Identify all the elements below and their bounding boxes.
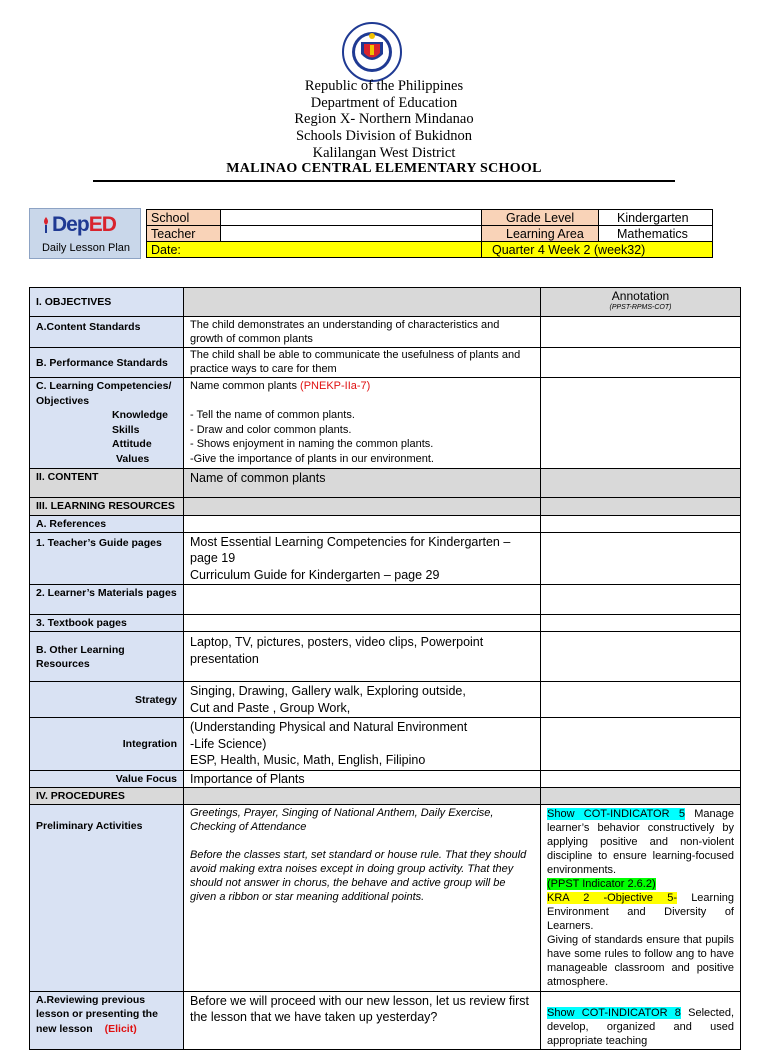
deped-dlp-logo bbox=[29, 208, 141, 259]
grade-level-value: Kindergarten bbox=[599, 210, 713, 226]
annotation-cell bbox=[541, 615, 741, 632]
header-department: Department of Education bbox=[310, 95, 458, 111]
lesson-plan-table bbox=[29, 287, 741, 1050]
annotation-cell bbox=[541, 532, 741, 585]
performance-standards-label: B. Performance Standards bbox=[30, 348, 184, 378]
other-resources-text: Laptop, TV, pictures, posters, video clips, Powerpoint presentation bbox=[184, 632, 541, 682]
annotation-cell bbox=[541, 317, 741, 348]
competencies-label bbox=[30, 378, 184, 469]
skills-label: Skills bbox=[112, 423, 140, 436]
review-text: Before we will proceed with our new lesson, let us review first the lesson that we have taken up yesterday? bbox=[184, 991, 541, 1049]
quarter-week: Quarter 4 Week 2 (week32) bbox=[482, 242, 713, 258]
teachers-guide-label: 1. Teacher’s Guide pages bbox=[30, 532, 184, 585]
content-standards-text: The child demonstrates an understanding of characteristics and growth of common plants bbox=[184, 317, 541, 348]
content-standards-label: A.Content Standards bbox=[30, 317, 184, 348]
integration-line-3: ESP, Health, Music, Math, English, Filipino bbox=[190, 753, 426, 768]
review-annotation: Show COT-INDICATOR 8 Selected, develop, organized and used appropriate teaching bbox=[541, 991, 741, 1049]
learning-area-value: Mathematics bbox=[599, 226, 713, 242]
cot-indicator-5: Show COT-INDICATOR 5 Manage learner’s behavior constructively by applying positive and non-violent discipline to ensure learning-focused environments. bbox=[547, 807, 735, 876]
blank-cell bbox=[184, 515, 541, 532]
preliminary-annotation bbox=[541, 804, 741, 991]
learners-materials-label: 2. Learner’s Materials pages bbox=[30, 585, 184, 615]
logo-ed-text: ED bbox=[88, 213, 116, 236]
value-focus-text: Importance of Plants bbox=[184, 770, 541, 787]
knowledge-label: Knowledge bbox=[112, 409, 169, 421]
deped-seal-icon bbox=[334, 22, 410, 82]
knowledge-text: - Tell the name of common plants. bbox=[190, 408, 355, 421]
content-text: Name of common plants bbox=[184, 468, 541, 497]
school-value bbox=[221, 210, 482, 226]
skills-text: - Draw and color common plants. bbox=[190, 423, 352, 436]
procedures-heading: IV. PROCEDURES bbox=[30, 787, 184, 804]
annotation-cell bbox=[541, 468, 741, 497]
content-label: II. CONTENT bbox=[30, 468, 184, 497]
teachers-guide-text bbox=[184, 532, 541, 585]
annotation-title: Annotation bbox=[611, 289, 670, 303]
preliminary-routine: Greetings, Prayer, Singing of National Anthem, Daily Exercise, Checking of Attendance bbox=[190, 806, 494, 833]
teachers-guide-ref-2: Curriculum Guide for Kindergarten – page 29 bbox=[190, 567, 440, 582]
teacher-label: Teacher bbox=[147, 226, 221, 242]
preliminary-activities-text bbox=[184, 804, 541, 991]
references-label: A. References bbox=[30, 515, 184, 532]
review-label: A.Reviewing previous lesson or presenting the new lesson (Elicit) bbox=[30, 991, 184, 1049]
preliminary-activities-label: Preliminary Activities bbox=[30, 804, 184, 991]
competencies-text bbox=[184, 378, 541, 469]
standards-note: Giving of standards ensure that pupils have some rules to follow ang to have manageable classroom and positive atmosphere. bbox=[547, 933, 734, 988]
blank-cell bbox=[184, 585, 541, 615]
ppst-indicator-highlight: (PPST Indicator 2.6.2) bbox=[547, 877, 656, 890]
textbook-label: 3. Textbook pages bbox=[30, 615, 184, 632]
attitude-text: - Shows enjoyment in naming the common plants. bbox=[190, 438, 434, 451]
strategy-label: Strategy bbox=[30, 682, 184, 718]
values-label: Values bbox=[116, 452, 150, 465]
other-resources-label: B. Other Learning Resources bbox=[30, 632, 184, 682]
blank-cell bbox=[184, 497, 541, 515]
annotation-cell bbox=[541, 632, 741, 682]
values-text: -Give the importance of plants in our environment. bbox=[190, 453, 434, 466]
annotation-cell bbox=[541, 682, 741, 718]
strategy-text bbox=[184, 682, 541, 718]
preliminary-house-rules: Before the classes start, set standard or house rule. That they should avoid making extra noises except in doing group activity. That they should not answer in chorus, the behave and active group will be given a ribbon or star meaning additional points. bbox=[190, 848, 527, 903]
competency-code: (PNEKP-IIa-7) bbox=[300, 380, 371, 392]
cot-indicator-8-highlight: Show COT-INDICATOR 8 bbox=[547, 1006, 681, 1019]
annotation-cell bbox=[541, 348, 741, 378]
learning-area-label: Learning Area bbox=[482, 226, 599, 242]
annotation-cell bbox=[541, 515, 741, 532]
annotation-subtitle: (PPST-RPMS-COT) bbox=[609, 304, 672, 311]
kra-objective: KRA 2 -Objective 5- Learning Environment and Diversity of Learners. bbox=[547, 891, 735, 932]
objectives-heading: I. OBJECTIVES bbox=[30, 288, 184, 317]
annotation-cell bbox=[541, 770, 741, 787]
strategy-line-1: Singing, Drawing, Gallery walk, Exploring outside, bbox=[190, 684, 466, 699]
annotation-heading bbox=[541, 288, 741, 317]
school-name: MALINAO CENTRAL ELEMENTARY SCHOOL bbox=[226, 161, 542, 176]
competencies-heading: C. Learning Competencies/ Objectives bbox=[36, 380, 172, 407]
integration-line-2: -Life Science) bbox=[190, 736, 267, 751]
annotation-cell bbox=[541, 585, 741, 615]
logo-caption: Daily Lesson Plan bbox=[41, 242, 131, 254]
elicit-tag: (Elicit) bbox=[104, 1022, 137, 1035]
learning-resources-heading: III. LEARNING RESOURCES bbox=[30, 497, 184, 515]
annotation-cell bbox=[541, 378, 741, 469]
header-republic: Republic of the Philippines bbox=[304, 78, 464, 94]
integration-text bbox=[184, 718, 541, 771]
teacher-value bbox=[221, 226, 482, 242]
grade-level-label: Grade Level bbox=[482, 210, 599, 226]
school-label: School bbox=[147, 210, 221, 226]
date-label: Date: bbox=[147, 242, 482, 258]
blank-cell bbox=[184, 787, 541, 804]
cot-indicator-5-highlight: Show COT-INDICATOR 5 bbox=[547, 807, 685, 820]
annotation-cell bbox=[541, 718, 741, 771]
blank-cell bbox=[184, 615, 541, 632]
logo-dep-text: Dep bbox=[52, 213, 89, 236]
torch-icon bbox=[42, 217, 50, 233]
performance-standards-text: The child shall be able to communicate the usefulness of plants and practice ways to care for them bbox=[184, 348, 541, 378]
strategy-line-2: Cut and Paste , Group Work, bbox=[190, 700, 351, 715]
header-district: Kalilangan West District bbox=[312, 145, 456, 161]
value-focus-label: Value Focus bbox=[30, 770, 184, 787]
header-divider bbox=[93, 180, 675, 182]
kra-highlight: KRA 2 -Objective 5- bbox=[547, 891, 677, 904]
objectives-blank bbox=[184, 288, 541, 317]
header-region: Region X- Northern Mindanao bbox=[294, 111, 474, 127]
header-division: Schools Division of Bukidnon bbox=[295, 128, 473, 144]
annotation-cell bbox=[541, 787, 741, 804]
teachers-guide-ref-1: Most Essential Learning Competencies for Kindergarten – page 19 bbox=[190, 534, 511, 566]
annotation-cell bbox=[541, 497, 741, 515]
attitude-label: Attitude bbox=[112, 438, 152, 450]
integration-line-1: (Understanding Physical and Natural Environment bbox=[190, 720, 468, 735]
competency-main: Name common plants (PNEKP-IIa-7) bbox=[190, 380, 371, 392]
info-table bbox=[146, 209, 713, 258]
integration-label: Integration bbox=[30, 718, 184, 771]
